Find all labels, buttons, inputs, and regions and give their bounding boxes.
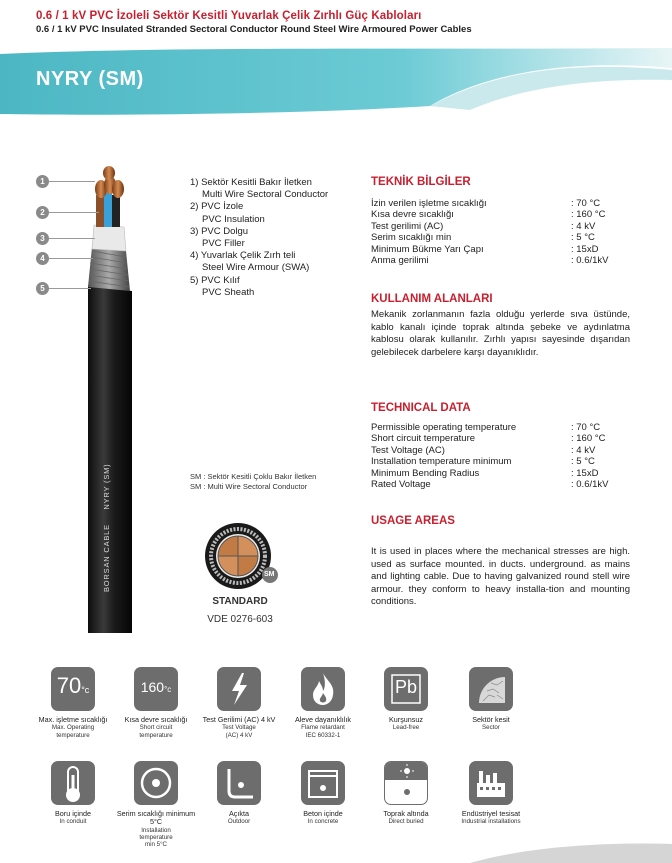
component-4-tr: 4) Yuvarlak Çelik Zırh teli [190, 250, 296, 262]
sector-conductor-icon [469, 667, 513, 711]
conduit-icon [51, 761, 95, 805]
icon-cell-operating-temp: 70°c Max. işletme sıcaklığı Max. Operating temperature [33, 667, 113, 739]
teknik-row: Anma gerilimi : 0.6/1kV [371, 255, 609, 267]
thermometer-70-icon: 70°c [51, 667, 95, 711]
product-title: NYRY (SM) [36, 68, 144, 90]
callout-line-4 [49, 258, 93, 259]
component-3-tr: 3) PVC Dolgu [190, 225, 249, 237]
icon-cell-short-circuit-temp: 160°c Kısa devre sıcaklığı Short circuit temperature [116, 667, 196, 739]
technical-row: Permissible operating temperature : 70 °C [371, 422, 601, 433]
component-5-en: PVC Sheath [202, 286, 255, 298]
callout-badge-3: 3 [36, 232, 49, 245]
cable-cross-section [202, 518, 282, 603]
icon-cell-install-temp: Serim sıcaklığı minimum 5°C Installation temperature min 5°C [116, 761, 196, 848]
teknik-row: İzin verilen işletme sıcaklığı : 70 °C [371, 198, 601, 209]
thermometer-160-icon: 160°c [134, 667, 178, 711]
lead-free-icon: Pb [384, 667, 428, 711]
technical-spec-table [371, 422, 609, 490]
teknik-title: TEKNİK BİLGİLER [371, 176, 471, 188]
cable-illustration [0, 165, 160, 640]
callout-badge-5: 5 [36, 282, 49, 295]
component-4-en: Steel Wire Armour (SWA) [202, 262, 310, 274]
teknik-row: Serim sıcaklığı min : 5 °C [371, 232, 595, 244]
icon-cell-direct-buried: Toprak altında Direct buried [366, 761, 446, 826]
page-title-english: 0.6 / 1 kV PVC Insulated Stranded Sectoral Conductor Round Steel Wire Armoured Power Cables [36, 24, 472, 35]
outdoor-icon [217, 761, 261, 805]
factory-icon [469, 761, 513, 805]
technical-title: TECHNICAL DATA [371, 402, 471, 414]
standard-label: STANDARD [212, 596, 268, 607]
flame-icon [301, 667, 345, 711]
callout-line-1 [49, 181, 95, 182]
component-1-en: Multi Wire Sectoral Conductor [202, 189, 329, 201]
technical-row: Rated Voltage : 0.6/1kV [371, 479, 609, 491]
component-2-tr: 2) PVC İzole [190, 201, 244, 213]
lightning-bolt-icon [217, 667, 261, 711]
teknik-row: Kısa devre sıcaklığı : 160 °C [371, 209, 606, 221]
callout-line-2 [49, 212, 99, 213]
teknik-row: Minimum Bükme Yarı Çapı : 15xD [371, 243, 599, 255]
callout-badge-1: 1 [36, 175, 49, 188]
kullanim-title: KULLANIM ALANLARI [371, 293, 493, 305]
icon-cell-sector: Sektör kesit Sector [451, 667, 531, 732]
component-2-en: PVC Insulation [202, 213, 265, 225]
icon-cell-industrial: Endüstriyel tesisat Industrial installations [451, 761, 531, 826]
component-3-en: PVC Filler [202, 238, 245, 250]
sm-note-tr: SM : Sektör Kesitli Çoklu Bakır İletken [190, 472, 317, 481]
icon-cell-test-voltage: Test Gerilimi (AC) 4 kV Test Voltage (AC) 4 kV [199, 667, 279, 739]
teknik-row: Test gerilimi (AC) : 4 kV [371, 220, 596, 232]
icon-cell-lead-free: Pb Kurşunsuz Lead-free [366, 667, 446, 732]
concrete-icon [301, 761, 345, 805]
sm-notes [190, 472, 316, 491]
standard-block [180, 596, 300, 625]
technical-row: Installation temperature minimum : 5 °C [371, 456, 595, 468]
cable-reel-icon [134, 761, 178, 805]
technical-row: Minimum Bending Radius : 15xD [371, 467, 599, 479]
component-list [190, 177, 328, 299]
icon-cell-flame-retardant: Aleve dayanıklılık Flame retardant IEC 60332-1 [283, 667, 363, 739]
usage-text: It is used in places where the mechanical stresses are high. used as surface mounted. in ducts. underground. as mains and lighting cable. Due to having galvanized round stell wire armour. they conform to heavy installa-tion and mounting conditions. [371, 546, 630, 607]
kullanim-text: Mekanik zorlanmanın fazla olduğu yerlerde sıva üstünde, kablo kanalı içinde toprak altında şebeke ve aydınlatma kablosu olarak kullanılır. Zırhlı yapısı sayesinde dışarıdan gelebilecek darbelere karşı dayanıklıdır. [371, 309, 630, 358]
icon-cell-in-conduit: Boru içinde In conduit [33, 761, 113, 826]
cable-print-text: BORSAN CABLE NYRY (SM) [102, 463, 111, 592]
teknik-spec-table [371, 198, 609, 266]
cross-section-sm-badge: SM [264, 571, 275, 578]
callout-badge-2: 2 [36, 206, 49, 219]
sm-note-en: SM : Multi Wire Sectoral Conductor [190, 481, 308, 491]
footer-swoosh [470, 842, 672, 863]
callout-badge-4: 4 [36, 252, 49, 265]
standard-value: VDE 0276-603 [207, 614, 273, 625]
icon-cell-in-concrete: Beton içinde In concrete [283, 761, 363, 826]
component-5-tr: 5) PVC Kılıf [190, 274, 240, 286]
technical-row: Short circuit temperature : 160 °C [371, 433, 606, 445]
component-1-tr: 1) Sektör Kesitli Bakır İletken [190, 177, 312, 188]
callout-line-3 [49, 238, 95, 239]
direct-buried-icon [384, 761, 428, 805]
usage-title: USAGE AREAS [371, 515, 455, 527]
page-title-turkish: 0.6 / 1 kV PVC İzoleli Sektör Kesitli Yuvarlak Çelik Zırhlı Güç Kabloları [36, 10, 422, 22]
technical-row: Test Voltage (AC) : 4 kV [371, 444, 596, 456]
icon-cell-outdoor: Açıkta Outdoor [199, 761, 279, 826]
callout-line-5 [49, 288, 91, 289]
